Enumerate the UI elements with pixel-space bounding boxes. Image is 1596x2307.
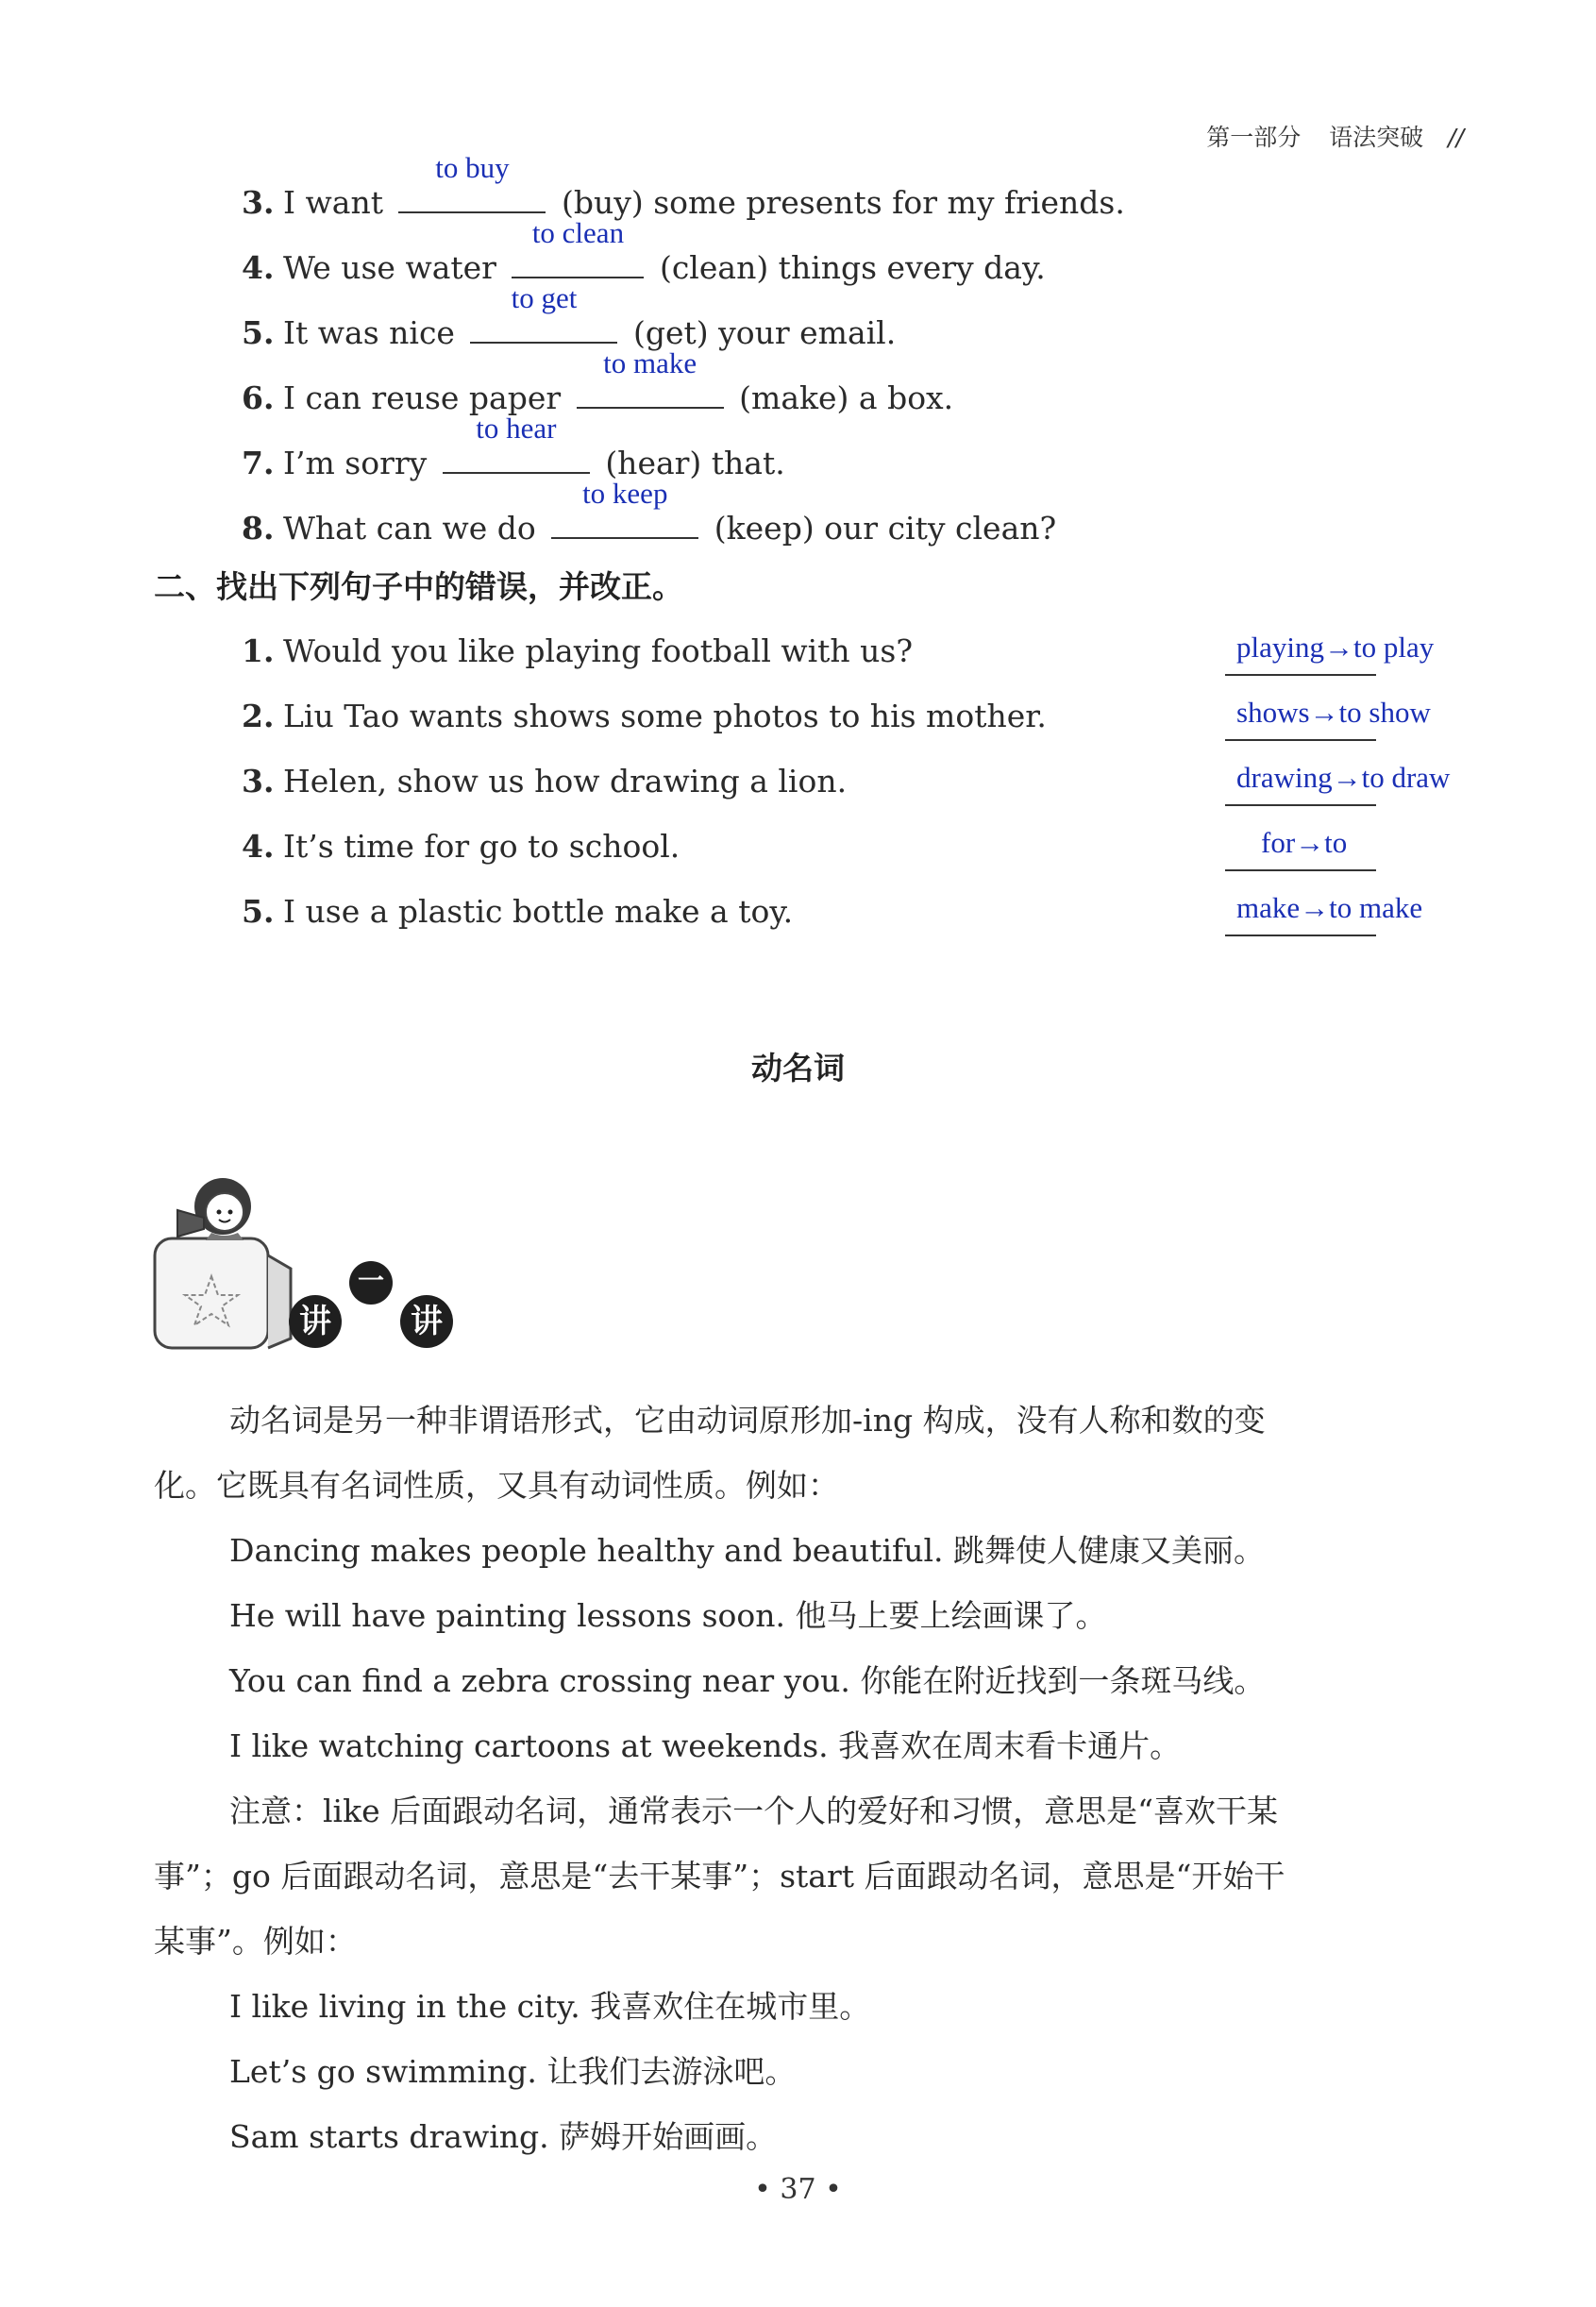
error-item-3 [242,763,847,800]
correction-1 [1225,631,1435,676]
item-text: Helen, show us how drawing a lion. [283,763,848,800]
answer-blank [551,477,698,539]
intro-line: 化。它既具有名词性质，又具有动词性质。例如： [154,1467,839,1504]
example-sentence: I like living in the city. 我喜欢住在城市里。 [229,1988,871,2025]
example-sentence: Let’s go swimming. 让我们去游泳吧。 [229,2053,797,2090]
item-text: It’s time for go to school. [283,828,680,865]
answer-text: to make [603,346,697,379]
correction-text: for→to [1261,826,1348,859]
item-number: 3. [242,184,275,221]
item-text: I’m sorry [283,445,428,481]
example-sentence: You can find a zebra crossing near you. 你能在附近找到一条斑马线。 [229,1662,1266,1699]
answer-blank [512,216,644,278]
item-text: (buy) some presents for my friends. [561,184,1125,221]
note-line: 注意：like 后面跟动名词，通常表示一个人的爱好和习惯，意思是“喜欢干某 [229,1793,1278,1829]
answer-text: to clean [531,216,625,249]
badge-jiang-left: 讲 [289,1295,342,1348]
item-number: 2. [242,698,275,734]
item-number: 4. [242,828,275,865]
page-number: • 37 • [754,2173,842,2206]
item-text: (hear) that. [605,445,785,481]
header-mark: // [1448,124,1464,151]
example-sentence: Sam starts drawing. 萨姆开始画画。 [229,2118,778,2155]
item-text: (clean) things every day. [659,249,1046,286]
answer-text: to hear [476,412,557,445]
page-header [1206,119,1464,153]
item-number: 5. [242,893,275,930]
item-text: Liu Tao wants shows some photos to his mother. [283,698,1047,734]
answer-blank [470,281,617,344]
gerund-note [154,1778,1475,1974]
error-item-1 [242,632,913,669]
item-text: I can reuse paper [283,379,562,416]
correction-3 [1225,761,1451,806]
error-item-2 [242,698,1047,734]
fill-item-3 [242,151,1125,221]
answer-text: to buy [435,151,510,184]
error-item-4 [242,828,680,865]
answer-text: to keep [582,477,668,510]
gerund-examples-1 [229,1518,1494,1778]
answer-blank [398,151,546,213]
example-sentence: Dancing makes people healthy and beautiful. 跳舞使人健康又美丽。 [229,1532,1266,1569]
item-text: It was nice [283,314,455,351]
item-text: (make) a box. [739,379,954,416]
item-text: Would you like playing football with us? [283,632,914,669]
item-number: 1. [242,632,275,669]
correction-4 [1225,826,1376,871]
item-number: 3. [242,763,275,800]
item-text: I want [283,184,383,221]
error-item-5 [242,893,793,930]
example-sentence: I like watching cartoons at weekends. 我喜欢在周末看卡通片。 [229,1727,1182,1764]
item-number: 6. [242,379,275,416]
item-text: What can we do [283,510,536,547]
correction-2 [1225,696,1431,741]
example-sentence: He will have painting lessons soon. 他马上要上绘画课了。 [229,1597,1107,1634]
correction-text: shows→to show [1236,696,1431,729]
lecture-illustration [149,1170,470,1359]
badge-yi: 一 [349,1261,393,1305]
item-text: (get) your email. [632,314,897,351]
answer-text: to get [511,281,578,314]
item-text: We use water [283,249,496,286]
fill-item-5 [242,281,897,351]
note-line: 事”；go 后面跟动名词，意思是“去干某事”；start 后面跟动名词，意思是“开始干 [154,1858,1285,1894]
answer-blank [443,412,590,474]
correction-text: make→to make [1236,891,1423,924]
answer-blank [577,346,724,409]
fill-item-4 [242,216,1046,286]
header-section: 第一部分 [1206,124,1302,151]
correction-5 [1225,891,1423,936]
fill-item-7 [242,412,785,481]
item-text: I use a plastic bottle make a toy. [283,893,794,930]
item-text: (keep) our city clean? [714,510,1057,547]
correction-text: playing→to play [1236,631,1435,664]
intro-line: 动名词是另一种非谓语形式，它由动词原形加-ing 构成，没有人称和数的变 [229,1402,1266,1439]
item-number: 8. [242,510,275,547]
gerund-title: 动名词 [751,1050,845,1086]
badge-jiang-right: 讲 [400,1295,453,1348]
header-topic: 语法突破 [1329,124,1424,151]
item-number: 4. [242,249,275,286]
section-title-part2: 二、找出下列句子中的错误，并改正。 [154,568,683,605]
item-number: 7. [242,445,275,481]
gerund-intro [154,1388,1475,1518]
correction-text: drawing→to draw [1236,761,1451,794]
fill-item-6 [242,346,954,416]
gerund-examples-2 [229,1974,1494,2169]
item-number: 5. [242,314,275,351]
note-line: 某事”。例如： [154,1923,357,1960]
fill-item-8 [242,477,1057,547]
